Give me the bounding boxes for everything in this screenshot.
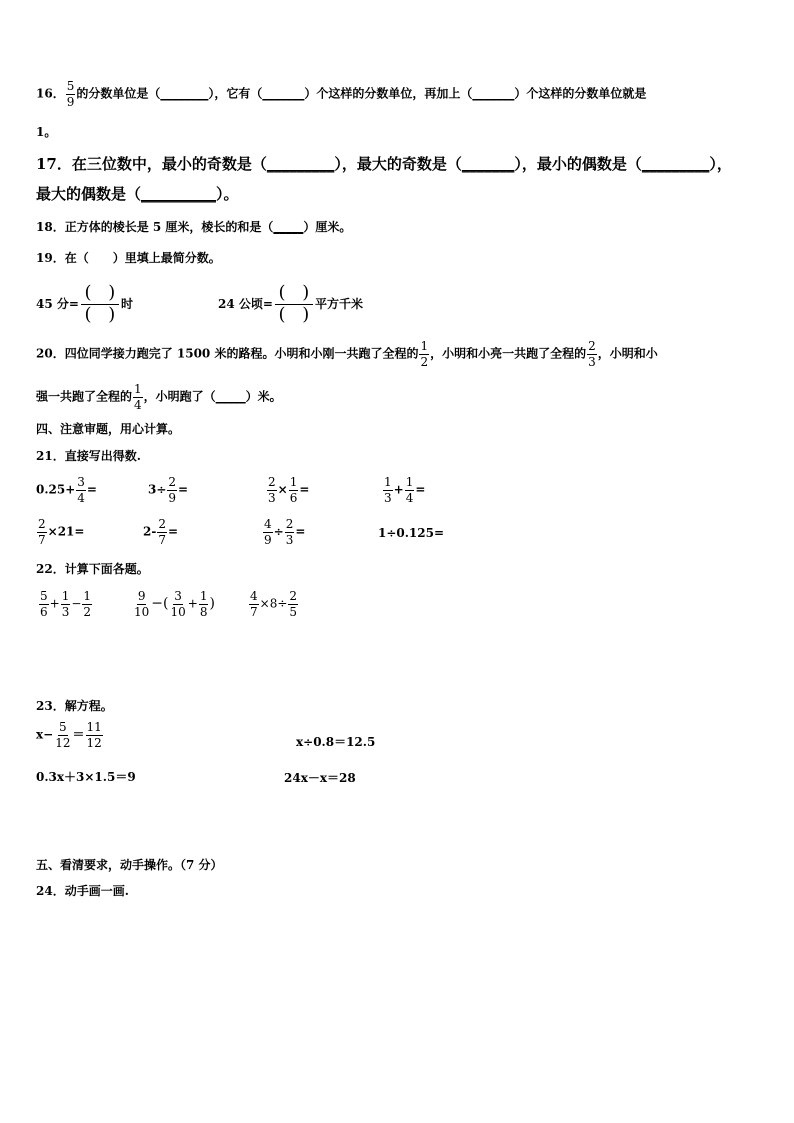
- q16-blank-1[interactable]: ________: [160, 86, 209, 101]
- q19-left-answer-fraction[interactable]: ( ) ( ): [81, 284, 119, 324]
- q20-line1: 20．四位同学接力跑完了 1500 米的路程。小明和小刚一共跑了全程的 $\frac{1}{2}$ ，小明和小亮一共跑了全程的 $\frac{2}{3}$ ，小明和小: [36, 339, 658, 369]
- q21-title: 21．直接写出得数.: [36, 449, 141, 463]
- q22-expr-3: $\frac{4}{7}$ ×8÷ $\frac{2}{5}$: [250, 589, 298, 619]
- q16-blank-3[interactable]: _______: [472, 86, 515, 101]
- q21-expr-1: 0.25+ $\frac{3}{4}$ =: [36, 475, 97, 505]
- q16-line2: 1。: [36, 125, 57, 139]
- q22-expr-2: $\frac{9}{10}$ −( $\frac{3}{10}$ + $\frac{1}{8}$ ): [134, 589, 215, 619]
- q17-blank-4[interactable]: __________: [141, 185, 217, 203]
- section-5-heading: 五、看清要求，动手操作。（7 分）: [36, 858, 223, 872]
- q17-line2: 最大的偶数是（__________）。: [36, 185, 239, 203]
- q16-blank-2[interactable]: _______: [262, 86, 305, 101]
- q19-left-expr: 45 分= ( ) ( ) 时: [36, 282, 133, 325]
- q17-line1: 17．在三位数中，最小的奇数是（_________），最大的奇数是（_______），最小的偶数是（_________），: [36, 155, 732, 173]
- q23-eq-1: x− $\frac{5}{12}$ ＝ $\frac{11}{12}$: [36, 720, 102, 750]
- q21-expr-6: 2- $\frac{2}{7}$ =: [143, 517, 179, 547]
- q17-blank-3[interactable]: _________: [641, 155, 710, 173]
- q24-line: 24．动手画一画.: [36, 884, 129, 898]
- q19-title: 19．在（ ）里填上最简分数。: [36, 251, 221, 265]
- q23-eq-2: x÷0.8＝12.5: [296, 735, 376, 749]
- q19-right-expr: 24 公顷= ( ) ( ) 平方千米: [218, 282, 363, 325]
- q20-fraction-3: $\frac{1}{4}$: [134, 382, 142, 412]
- q20-fraction-1: $\frac{1}{2}$: [420, 339, 429, 369]
- q20-line2: 强一共跑了全程的 $\frac{1}{4}$ ，小明跑了（_____）米。: [36, 382, 282, 412]
- q22-title: 22．计算下面各题。: [36, 562, 149, 576]
- q16-line1: 16． $\frac{5}{9}$ 的分数单位是（________），它有（_______）个这样的分数单位，再加上（_______）个这样的分数单位就是: [36, 79, 647, 109]
- section-4-heading: 四、注意审题，用心计算。: [36, 422, 181, 436]
- q16-fraction: $\frac{5}{9}$: [66, 79, 75, 109]
- q23-eq-3: 0.3x＋3×1.5＝9: [36, 770, 136, 784]
- q21-expr-7: $\frac{4}{9}$ ÷ $\frac{2}{3}$ =: [264, 517, 306, 547]
- q20-blank[interactable]: _____: [215, 389, 246, 404]
- q18-blank[interactable]: _____: [273, 220, 304, 234]
- q21-expr-4: $\frac{1}{3}$ + $\frac{1}{4}$ =: [384, 475, 426, 505]
- q17-blank-1[interactable]: _________: [266, 155, 335, 173]
- q21-expr-3: $\frac{2}{3}$ × $\frac{1}{6}$ =: [268, 475, 310, 505]
- q20-fraction-2: $\frac{2}{3}$: [588, 339, 596, 369]
- q16-number: 16．: [36, 86, 65, 101]
- q19-right-answer-fraction[interactable]: ( ) ( ): [275, 284, 313, 324]
- q22-expr-1: $\frac{5}{6}$ + $\frac{1}{3}$ − $\frac{1}{2}$: [40, 589, 92, 619]
- q17-blank-2[interactable]: _______: [461, 155, 515, 173]
- q21-expr-8: 1÷0.125=: [378, 526, 445, 540]
- q21-expr-2: 3÷ $\frac{2}{9}$ =: [148, 475, 189, 505]
- q23-eq-4: 24x－x＝28: [284, 771, 356, 785]
- q23-title: 23．解方程。: [36, 699, 113, 713]
- q18-line: 18．正方体的棱长是 5 厘米，棱长的和是（_____）厘米。: [36, 220, 352, 234]
- q21-expr-5: $\frac{2}{7}$ ×21=: [38, 517, 85, 547]
